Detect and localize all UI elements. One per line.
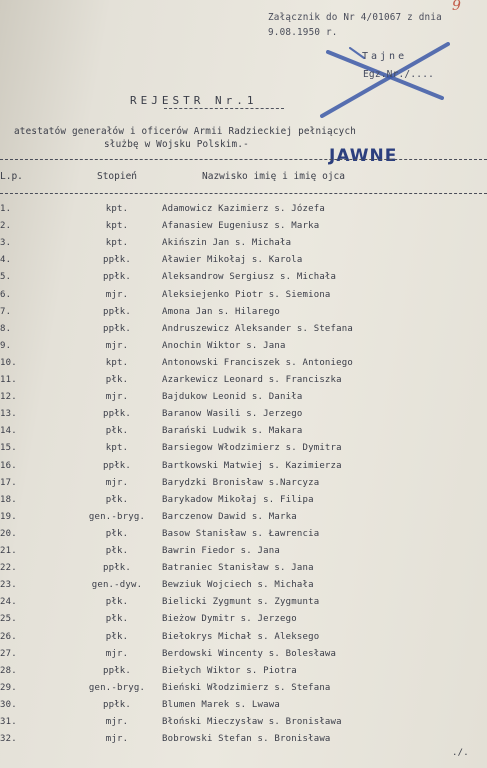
- row-rank: ppłk.: [102, 255, 132, 266]
- row-number: 31.: [0, 717, 17, 727]
- table-header: [0, 171, 487, 190]
- handwritten-mark: 9: [452, 0, 461, 14]
- row-rank: kpt.: [105, 357, 129, 368]
- row-rank: ppłk.: [102, 665, 132, 676]
- row-rank: mjr.: [105, 289, 129, 300]
- row-name: Aleksiejenko Piotr s. Siemiona: [162, 289, 331, 300]
- row-number: 17.: [0, 477, 17, 488]
- subtitle-line-2: służbę w Wojsku Polskim.-: [104, 139, 249, 150]
- row-number: 27.: [0, 648, 17, 659]
- row-number: 24.: [0, 597, 17, 608]
- row-name: Błoński Mieczysław s. Bronisława: [162, 717, 342, 727]
- row-name: Azarkewicz Leonard s. Franciszka: [162, 375, 342, 385]
- row-rank: mjr.: [105, 717, 129, 727]
- row-number: 30.: [0, 699, 17, 710]
- row-rank: ppłk.: [102, 306, 132, 317]
- row-number: 26.: [0, 631, 17, 642]
- row-number: 19.: [0, 511, 17, 522]
- row-rank: mjr.: [105, 340, 129, 351]
- row-rank: gen.-bryg.: [88, 511, 146, 522]
- row-number: 6.: [0, 289, 12, 300]
- row-rank: płk.: [105, 528, 129, 539]
- table-row: [0, 734, 487, 753]
- row-name: Bartkowski Matwiej s. Kazimierza: [162, 460, 342, 471]
- row-rank: ppłk.: [102, 323, 132, 334]
- copy-number: Egz.Nr./....: [363, 69, 435, 80]
- row-name: Bawrin Fiedor s. Jana: [162, 546, 280, 556]
- row-number: 11.: [0, 375, 17, 385]
- row-rank: płk.: [105, 597, 129, 608]
- row-name: Barczenow Dawid s. Marka: [162, 511, 297, 522]
- row-name: Amona Jan s. Hilarego: [162, 306, 280, 317]
- row-rank: ppłk.: [102, 563, 132, 574]
- row-name: Berdowski Wincenty s. Bolesława: [162, 648, 337, 659]
- jawne-stamp: JAWNE: [329, 146, 398, 166]
- row-rank: kpt.: [105, 238, 129, 249]
- row-number: 25.: [0, 614, 17, 625]
- row-name: Barykadow Mikołaj s. Filipa: [162, 494, 314, 505]
- row-rank: płk.: [105, 426, 129, 437]
- row-name: Aleksandrow Sergiusz s. Michała: [162, 272, 337, 283]
- row-number: 13.: [0, 409, 17, 420]
- row-rank: płk.: [105, 494, 129, 505]
- row-name: Barydzki Bronisław s.Narcyza: [162, 477, 320, 488]
- attachment-reference: Załącznik do Nr 4/01067 z dnia: [268, 12, 442, 23]
- row-name: Biełokrys Michał s. Aleksego: [162, 631, 320, 642]
- row-number: 15.: [0, 443, 17, 454]
- row-rank: gen.-bryg.: [88, 682, 146, 693]
- header-lp: L.p.: [0, 171, 23, 182]
- row-number: 3.: [0, 238, 12, 249]
- table-top-rule: [0, 159, 487, 160]
- row-name: Biełych Wiktor s. Piotra: [162, 665, 297, 676]
- row-number: 5.: [0, 272, 12, 283]
- row-rank: ppłk.: [102, 460, 132, 471]
- row-number: 23.: [0, 580, 17, 591]
- row-number: 18.: [0, 494, 17, 505]
- row-number: 4.: [0, 255, 12, 266]
- row-rank: mjr.: [105, 648, 129, 659]
- row-rank: kpt.: [105, 443, 129, 454]
- row-name: Basow Stanisław s. Ławrencia: [162, 528, 320, 539]
- row-rank: gen.-dyw.: [91, 580, 143, 591]
- row-number: 9.: [0, 340, 12, 351]
- row-number: 1.: [0, 204, 12, 214]
- row-rank: ppłk.: [102, 409, 132, 420]
- attachment-date: 9.08.1950 r.: [268, 27, 338, 38]
- row-rank: mjr.: [105, 392, 129, 403]
- row-rank: kpt.: [105, 204, 129, 214]
- row-name: Andruszewicz Aleksander s. Stefana: [162, 323, 354, 334]
- subtitle-line-1: atestatów generałów i oficerów Armii Radzieckiej pełniących: [14, 126, 357, 137]
- row-name: Bobrowski Stefan s. Bronisława: [162, 734, 331, 745]
- row-number: 12.: [0, 392, 17, 403]
- header-nazwisko: Nazwisko imię i imię ojca: [202, 171, 345, 182]
- row-rank: ppłk.: [102, 272, 132, 283]
- row-number: 16.: [0, 460, 17, 471]
- row-name: Blumen Marek s. Lwawa: [162, 699, 280, 710]
- row-rank: kpt.: [105, 221, 129, 232]
- row-rank: ppłk.: [102, 699, 132, 710]
- row-name: Bieżow Dymitr s. Jerzego: [162, 614, 297, 625]
- row-name: Antonowski Franciszek s. Antoniego: [162, 357, 354, 368]
- row-name: Adamowicz Kazimierz s. Józefa: [162, 204, 325, 214]
- row-rank: płk.: [105, 546, 129, 556]
- row-number: 29.: [0, 682, 17, 693]
- row-number: 32.: [0, 734, 17, 745]
- row-name: Afanasiew Eugeniusz s. Marka: [162, 221, 320, 232]
- row-number: 20.: [0, 528, 17, 539]
- row-name: Bieński Włodzimierz s. Stefana: [162, 682, 331, 693]
- header-stopien: Stopień: [96, 171, 138, 182]
- row-number: 7.: [0, 306, 12, 317]
- row-number: 8.: [0, 323, 12, 334]
- row-name: Aławier Mikołaj s. Karola: [162, 255, 303, 266]
- row-name: Bajdukow Leonid s. Daniła: [162, 392, 303, 403]
- row-rank: mjr.: [105, 477, 129, 488]
- row-name: Batraniec Stanisław s. Jana: [162, 563, 314, 574]
- row-name: Akińszin Jan s. Michała: [162, 238, 292, 249]
- row-number: 21.: [0, 546, 17, 556]
- row-number: 22.: [0, 563, 17, 574]
- row-name: Bewziuk Wojciech s. Michała: [162, 580, 314, 591]
- row-rank: płk.: [105, 631, 129, 642]
- row-rank: mjr.: [105, 734, 129, 745]
- row-name: Bielicki Zygmunt s. Zygmunta: [162, 597, 320, 608]
- table-header-rule: [0, 193, 487, 194]
- row-name: Barsiegow Włodzimierz s. Dymitra: [162, 443, 342, 454]
- row-name: Baranow Wasili s. Jerzego: [162, 409, 303, 420]
- row-rank: płk.: [105, 614, 129, 625]
- classification-label: Tajne: [362, 51, 408, 62]
- row-number: 14.: [0, 426, 17, 437]
- row-name: Barański Ludwik s. Makara: [162, 426, 303, 437]
- row-number: 28.: [0, 665, 17, 676]
- row-name: Anochin Wiktor s. Jana: [162, 340, 286, 351]
- row-rank: płk.: [105, 375, 129, 385]
- row-number: 10.: [0, 357, 17, 368]
- title-underline: [164, 108, 284, 109]
- row-number: 2.: [0, 221, 12, 232]
- continuation-mark: ./.: [452, 748, 469, 758]
- document-title: REJESTR Nr.1: [130, 94, 258, 107]
